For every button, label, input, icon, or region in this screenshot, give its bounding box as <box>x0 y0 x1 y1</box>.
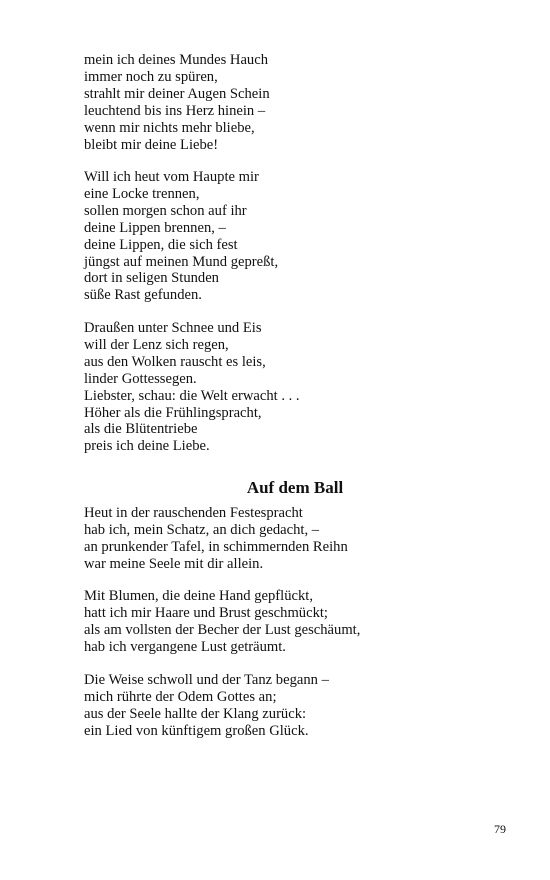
poem1-stanza-1 <box>84 52 270 153</box>
poem2-stanza-1 <box>84 505 348 573</box>
page-number: 79 <box>494 822 506 836</box>
poem-line: preis ich deine Liebe. <box>84 438 210 455</box>
poem-line: Höher als die Frühlingspracht, <box>84 404 262 421</box>
poem-line: linder Gottessegen. <box>84 370 197 387</box>
poem-line: dort in seligen Stunden <box>84 270 219 287</box>
poem-line: Mit Blumen, die deine Hand gepflückt, <box>84 588 313 604</box>
poem1-stanza-3 <box>84 320 300 455</box>
poem-title: Auf dem Ball <box>246 478 344 497</box>
poem-line: immer noch zu spüren, <box>84 68 218 85</box>
poem-line: hab ich vergangene Lust geträumt. <box>84 638 286 655</box>
poem-line: deine Lippen, die sich fest <box>84 236 238 253</box>
poem-line: Die Weise schwoll und der Tanz begann – <box>84 672 329 688</box>
poem-line: leuchtend bis ins Herz hinein – <box>84 102 266 119</box>
poem-line: mich rührte der Odem Gottes an; <box>84 688 277 705</box>
poem-line: wenn mir nichts mehr bliebe, <box>84 119 255 136</box>
poem-line: strahlt mir deiner Augen Schein <box>84 85 270 102</box>
poem2-stanza-3 <box>84 672 329 740</box>
poem-line: süße Rast gefunden. <box>84 287 202 304</box>
poem-line: deine Lippen brennen, – <box>84 219 226 236</box>
poem-line: an prunkender Tafel, in schimmernden Reihn <box>84 538 348 555</box>
poem-line: Will ich heut vom Haupte mir <box>84 169 259 185</box>
poem-line: hab ich, mein Schatz, an dich gedacht, – <box>84 521 320 538</box>
poem-line: will der Lenz sich regen, <box>84 336 229 353</box>
poem-line: Liebster, schau: die Welt erwacht . . . <box>84 387 300 404</box>
poem-line: eine Locke trennen, <box>84 185 200 202</box>
poem-line: bleibt mir deine Liebe! <box>84 136 219 153</box>
poem-line: war meine Seele mit dir allein. <box>84 555 264 572</box>
poem-line: ein Lied von künftigem großen Glück. <box>84 722 309 739</box>
poem-line: aus der Seele hallte der Klang zurück: <box>84 705 307 722</box>
poem-line: mein ich deines Mundes Hauch <box>84 52 268 68</box>
poem-line: hatt ich mir Haare und Brust geschmückt; <box>84 604 328 621</box>
poem1-stanza-2 <box>84 169 278 304</box>
poem-line: Heut in der rauschenden Festespracht <box>84 505 303 521</box>
poem-line: als die Blütentriebe <box>84 421 198 438</box>
poem-line: aus den Wolken rauscht es leis, <box>84 353 266 370</box>
poem-line: Draußen unter Schnee und Eis <box>84 320 262 336</box>
poem-line: als am vollsten der Becher der Lust geschäumt, <box>84 621 361 638</box>
poem-line: sollen morgen schon auf ihr <box>84 202 247 219</box>
poem-line: jüngst auf meinen Mund gepreßt, <box>84 253 279 270</box>
poem2-stanza-2 <box>84 588 360 656</box>
